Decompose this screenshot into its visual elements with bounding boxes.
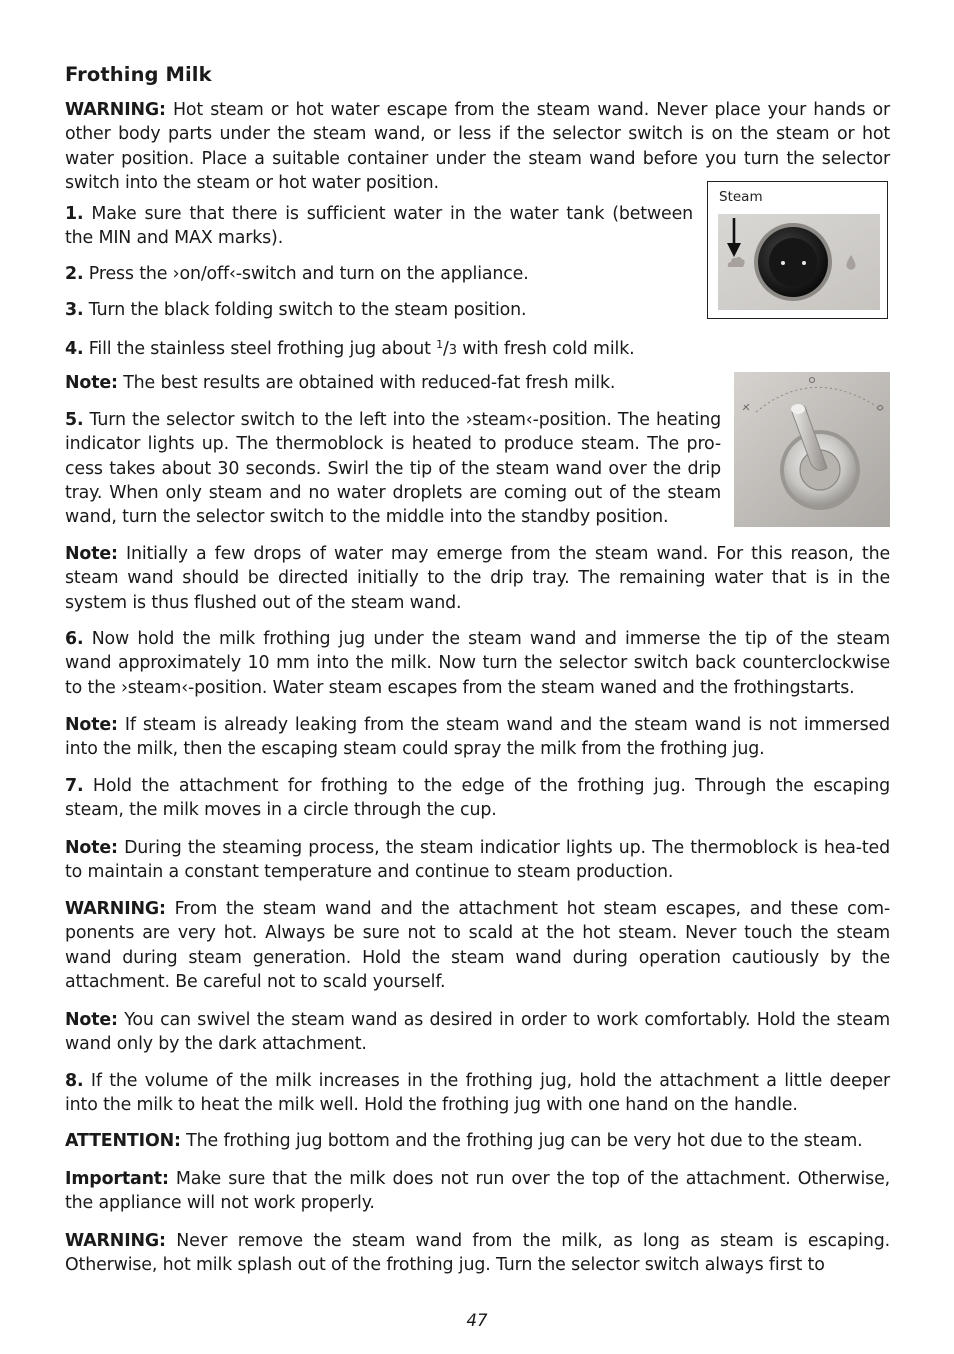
warning-2: WARNING: From the steam wand and the attachment hot steam escapes, and these com-ponents are very hot. Always be sure not to scald at the hot steam. Never touch the steam wand during steam generation. Hold the steam wand during operation cautiously by the attachment. Be careful not to scald yourself. [65, 899, 890, 992]
attention-note: ATTENTION: The frothing jug bottom and the frothing jug can be very hot due to the steam. [65, 1131, 863, 1151]
note-2: Note: Initially a few drops of water may emerge from the steam wand. For this reason, the steam wand should be directed initially to the drip tray. The remaining water that is in the system is thus flushed out of the steam wand. [65, 544, 890, 613]
page-number: 47 [466, 1311, 488, 1330]
step-1: 1. Make sure that there is sufficient water in the water tank (between the MIN and MAX marks). [65, 204, 693, 249]
arrow-down-icon [726, 218, 742, 258]
warning-3: WARNING: Never remove the steam wand from the milk, as long as steam is escaping. Otherwise, hot milk splash out of the frothing jug. Turn the selector switch always first to [65, 1231, 890, 1276]
selector-knob-figure [734, 372, 890, 527]
step-7: 7. Hold the attachment for frothing to the edge of the frothing jug. Through the escaping steam, the milk moves in a circle through the cup. [65, 776, 890, 821]
step-6: 6. Now hold the milk frothing jug under the steam wand and immerse the tip of the steam wand approximately 10 mm into the milk. Now turn the selector switch back counterclockwise to the ›steam‹-position. Water steam escapes from the steam waned and the frothingstarts. [65, 629, 890, 698]
step-5: 5. Turn the selector switch to the left into the ›steam‹-position. The heating indicator lights up. The thermoblock is heated to produce steam. The pro-cess takes about 30 seconds. Swirl the tip of the steam wand over the drip tray. When only steam and no water droplets are coming out of the steam wand, turn the selector switch to the middle into the standby position. [65, 410, 721, 528]
step-2: 2. Press the ›on/off‹-switch and turn on the appliance. [65, 264, 529, 284]
step-3: 3. Turn the black folding switch to the steam position. [65, 300, 527, 320]
steam-caption: Steam [719, 189, 763, 205]
step-4: 4. Fill the stainless steel frothing jug about $^1$/3 with fresh cold milk. [65, 338, 635, 359]
step-8: 8. If the volume of the milk increases in the frothing jug, hold the attachment a little deeper into the milk to heat the milk well. Hold the frothing jug with one hand on the handle. [65, 1071, 890, 1116]
note-5: Note: You can swivel the steam wand as desired in order to work comfortably. Hold the steam wand only by the dark attachment. [65, 1010, 890, 1055]
water-drop-icon [844, 254, 858, 272]
steam-switch-figure [707, 181, 888, 319]
section-heading: Frothing Milk [65, 63, 212, 86]
note-4: Note: During the steaming process, the steam indicatior lights up. The thermoblock is hea-ted to maintain a constant temperature and continue to steam production. [65, 838, 890, 883]
warning-label: WARNING: [65, 100, 166, 120]
note-1: Note: The best results are obtained with reduced-fat fresh milk. [65, 373, 616, 393]
intro-warning: WARNING: Hot steam or hot water escape from the steam wand. Never place your hands or other body parts under the steam wand, or less if the selector switch is on the steam or hot water position. Place a suitable container under the steam wand before you turn the selector switch into the steam or hot water position. [65, 100, 890, 193]
important-note: Important: Make sure that the milk does not run over the top of the attachment. Otherwise, the appliance will not work properly. [65, 1169, 890, 1214]
note-3: Note: If steam is already leaking from the steam wand and the steam wand is not immersed into the milk, then the escaping steam could spray the milk from the frothing jug. [65, 715, 890, 760]
